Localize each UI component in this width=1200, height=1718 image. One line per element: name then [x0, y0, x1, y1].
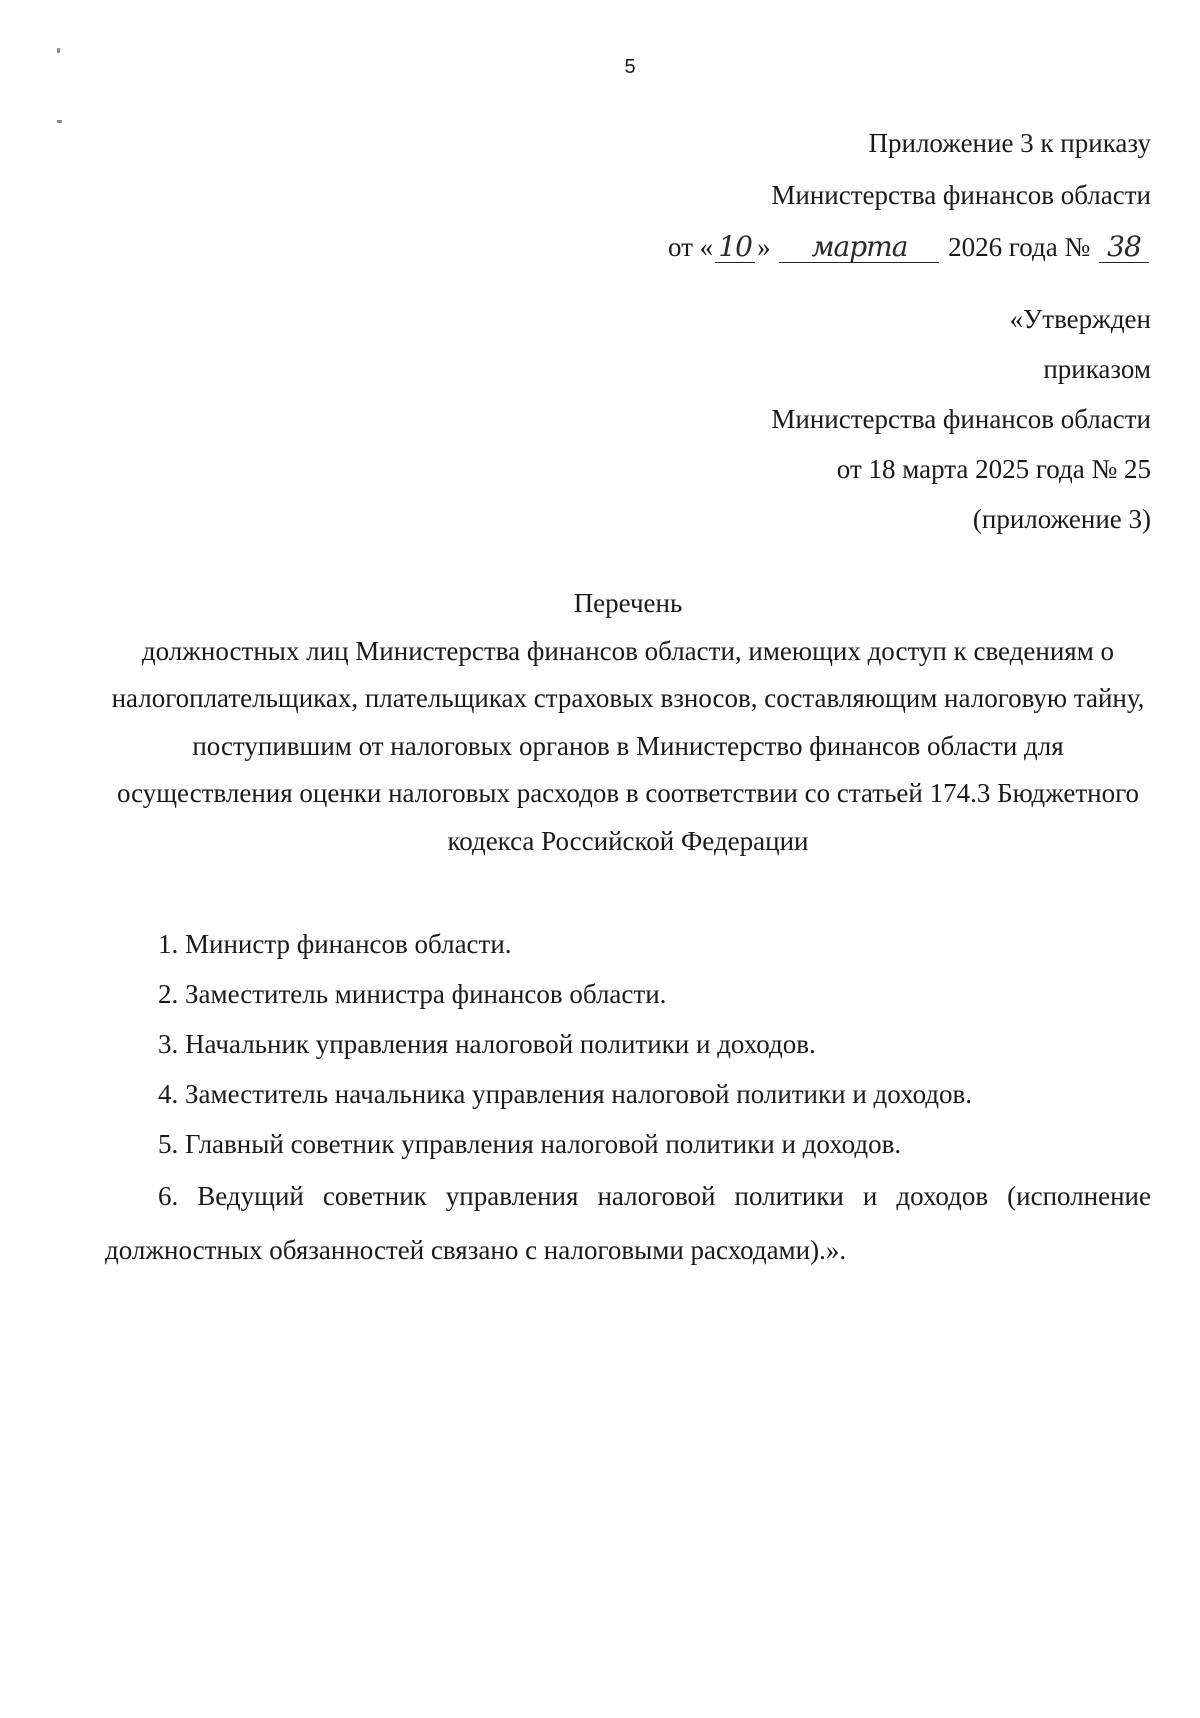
appendix-header: [451, 117, 1151, 273]
document-title: [105, 580, 1151, 865]
list-item: 3. Начальник управления налоговой политики и доходов.: [158, 1029, 816, 1059]
date-prefix: от «: [667, 232, 714, 262]
page-number: 5: [624, 56, 636, 78]
list-item: 6. Ведущий советник управления налоговой политики и доходов (исполнение должностных обязанностей связано с налоговыми расходами).».: [105, 1181, 1151, 1265]
approved-line-5: (приложение 3): [972, 504, 1151, 534]
handwritten-day: 10: [715, 232, 755, 263]
handwritten-month: марта: [779, 232, 939, 263]
year-text: 2026 года №: [948, 232, 1091, 262]
title-subtitle: должностных лиц Министерства финансов области, имеющих доступ к сведениям о налогоплательщиках, плательщиках страховых взносов, составляющим налоговую тайну, поступившим от налоговых органов в Министерство финансов области для осуществления оценки налоговых расходов в соответствии со статьей 174.3 Бюджетного кодекса Российской Федерации: [111, 635, 1145, 856]
ministry-line: Министерства финансов области: [771, 180, 1151, 210]
list-item: 4. Заместитель начальника управления налоговой политики и доходов.: [158, 1079, 973, 1109]
scan-mark-second: [57, 120, 62, 123]
order-date-line: [451, 221, 1151, 273]
handwritten-number: 38: [1099, 232, 1149, 263]
list-item: 1. Министр финансов области.: [158, 929, 512, 959]
list-item: 5. Главный советник управления налоговой политики и доходов.: [158, 1129, 902, 1159]
appendix-line: Приложение 3 к приказу: [868, 128, 1151, 158]
list-item: 2. Заместитель министра финансов области.: [158, 979, 667, 1009]
approved-line-1: «Утвержден: [1009, 304, 1151, 334]
approved-stamp: [451, 294, 1151, 544]
approved-line-4: от 18 марта 2025 года № 25: [836, 454, 1151, 484]
date-mid: »: [757, 232, 771, 262]
officials-list: [105, 919, 1151, 1277]
approved-line-2: приказом: [1043, 354, 1151, 384]
title-heading: Перечень: [573, 588, 683, 618]
approved-line-3: Министерства финансов области: [771, 404, 1151, 434]
scan-mark-top: [57, 48, 60, 53]
